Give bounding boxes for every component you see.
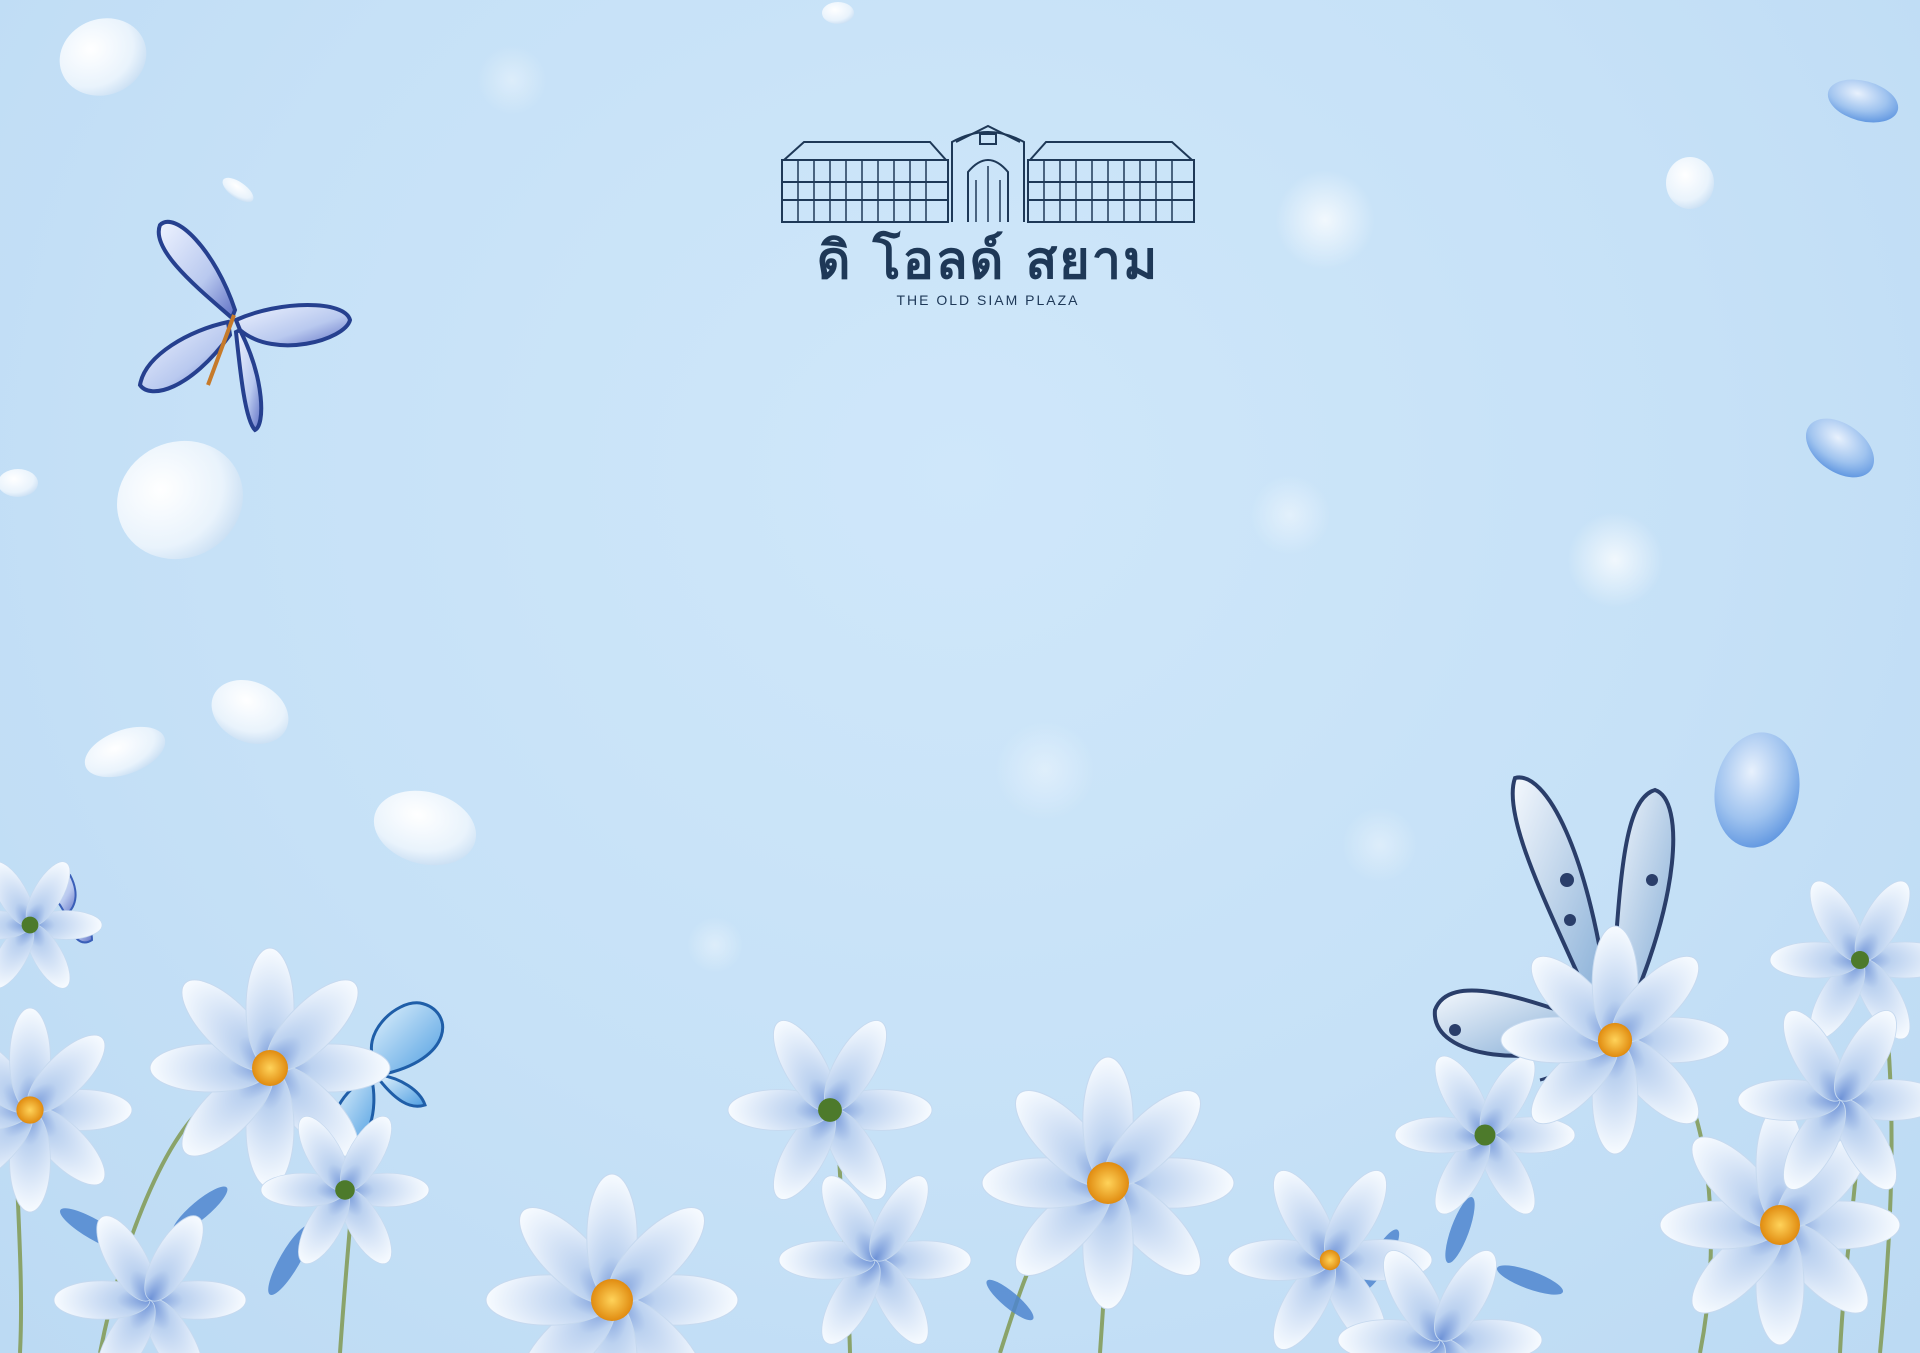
cosmos-flower-icon <box>982 1057 1234 1309</box>
cosmos-flower-icon <box>0 855 102 994</box>
cosmos-flower-icon <box>0 1008 132 1212</box>
brand-thai-name: ดิ โอลด์ สยาม <box>816 231 1160 291</box>
brand-english-name: THE OLD SIAM PLAZA <box>896 292 1080 308</box>
cosmos-flower-icon <box>486 1174 738 1353</box>
cosmos-flower-icon <box>1501 926 1729 1154</box>
cosmos-flower-icon <box>1395 1048 1575 1222</box>
